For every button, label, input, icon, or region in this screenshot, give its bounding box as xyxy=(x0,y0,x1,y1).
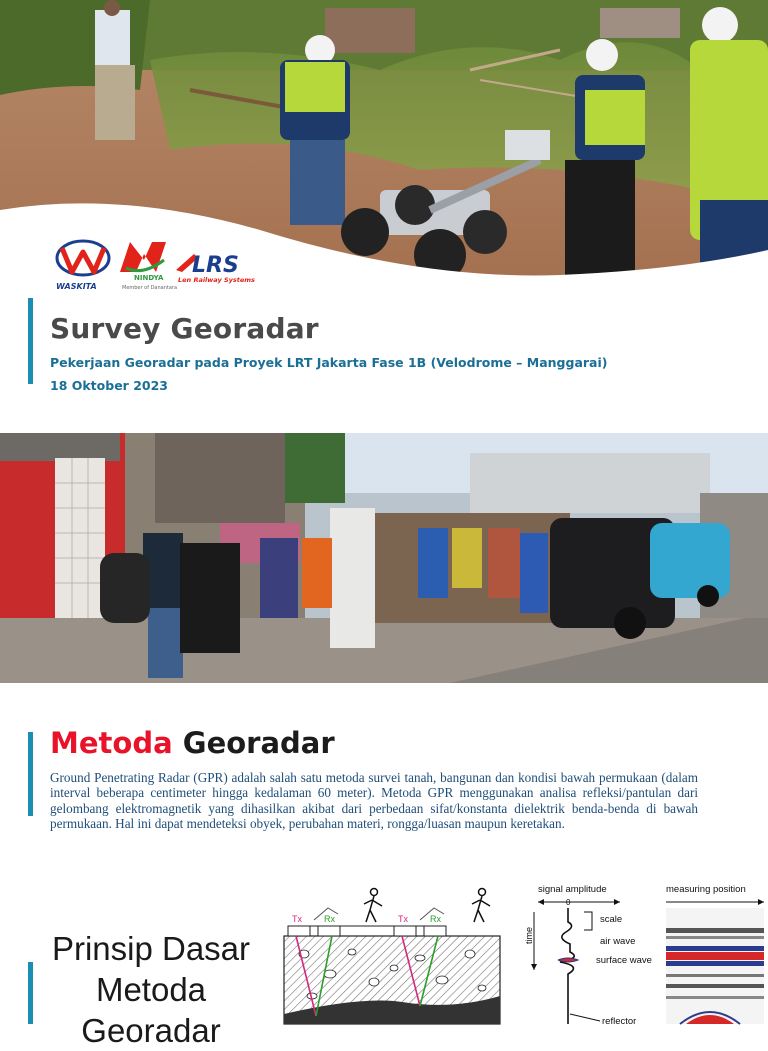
metoda-heading-red: Metoda xyxy=(50,726,173,760)
nindya-logo-text: NINDYA xyxy=(134,274,164,282)
radargram xyxy=(666,908,764,1024)
prinsip-line-2: Metoda xyxy=(95,971,207,1008)
measuring-position-label: measuring position xyxy=(666,884,746,895)
rx-label-1: Rx xyxy=(324,914,335,924)
scale-label: scale xyxy=(600,914,623,925)
zero-label: 0 xyxy=(566,898,571,907)
title-accent-bar xyxy=(28,298,33,384)
page-title: Survey Georadar xyxy=(50,312,319,345)
tx-label-1: Tx xyxy=(292,914,302,924)
surface-wave-label: surface wave xyxy=(596,955,652,966)
signal-amplitude-label: signal amplitude xyxy=(538,884,607,895)
prinsip-line-3: Georadar xyxy=(81,1012,221,1049)
metoda-description: Ground Penetrating Radar (GPR) adalah salah satu metoda survei tanah, bangunan dan kondisi bawah permukaan (dalam interval beberapa centimeter hingga kedalaman 60 meter). Metoda GPR menggunakan analisa refleksi/pantulan dari gelombang elektromagnetik yang dihasilkan akibat dari perbedaan sifat/konstanta dielektrik benda-benda di bawah permukaan. Hal ini dapat mendeteksi obyek, perubahan materi, rongga/luasan maupun keretakan. xyxy=(50,770,698,832)
gpr-signal-diagram-svg xyxy=(520,878,768,1027)
nindya-logo-icon xyxy=(116,238,170,276)
worker-figure xyxy=(690,7,768,280)
lrs-logo-mark: LRS xyxy=(192,253,239,278)
gpr-ground-diagram-svg xyxy=(282,884,504,1024)
metoda-heading-dark: Georadar xyxy=(182,726,335,760)
partner-logos xyxy=(54,238,264,294)
reflector-label: reflector xyxy=(602,1016,637,1027)
lrs-logo-fulltext: Len Railway Systems xyxy=(178,276,255,284)
page-subtitle: Pekerjaan Georadar pada Proyek LRT Jakarta Fase 1B (Velodrome – Manggarai) xyxy=(50,355,608,370)
metoda-heading xyxy=(50,726,335,760)
prinsip-heading xyxy=(40,928,262,1051)
nindya-tagline: Member of Danantara xyxy=(122,285,178,291)
worker-figure xyxy=(280,35,350,225)
lrs-logo xyxy=(176,250,266,290)
street-photo-illustration xyxy=(0,433,768,683)
street-photo xyxy=(0,433,768,683)
waskita-logo-text: WASKITA xyxy=(56,282,97,291)
operator-figure-icon xyxy=(472,889,490,923)
nindya-logo xyxy=(116,238,178,294)
time-axis-label: time xyxy=(524,926,534,944)
waskita-logo xyxy=(54,238,112,294)
lrs-logo-icon xyxy=(176,250,266,276)
prinsip-line-1: Prinsip Dasar xyxy=(51,930,251,967)
air-wave-label: air wave xyxy=(600,936,636,947)
gpr-signal-diagram xyxy=(520,878,768,1027)
blue-car xyxy=(650,523,730,607)
prinsip-accent-bar xyxy=(28,962,33,1024)
page-date: 18 Oktober 2023 xyxy=(50,378,168,393)
metoda-accent-bar xyxy=(28,732,33,816)
worker-figure xyxy=(95,0,135,140)
operator-figure-icon xyxy=(364,889,382,923)
gpr-ground-diagram xyxy=(282,884,504,1024)
rx-label-2: Rx xyxy=(430,914,441,924)
tx-label-2: Tx xyxy=(398,914,408,924)
waskita-logo-icon xyxy=(54,238,112,278)
